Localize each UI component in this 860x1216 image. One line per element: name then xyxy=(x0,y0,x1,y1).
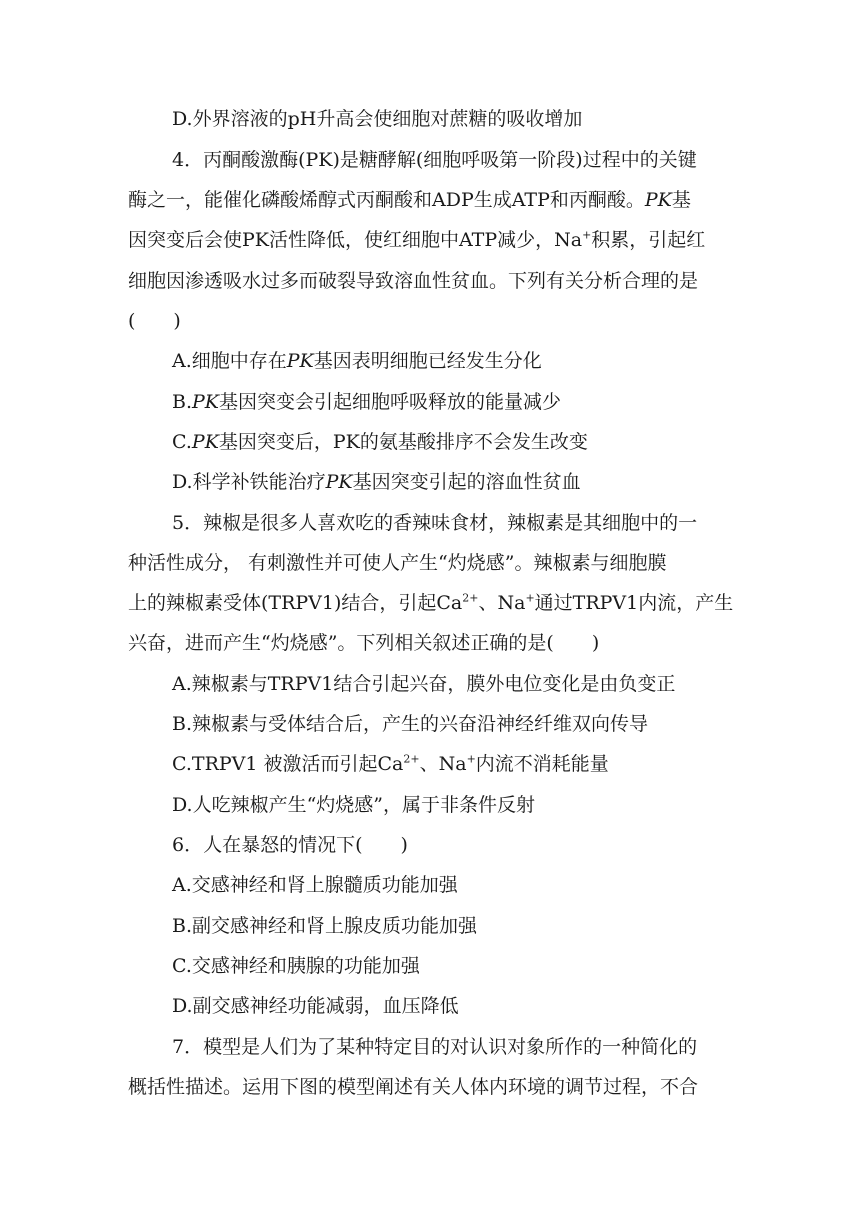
q4-option-c: C.PK基因突变后，PK的氨基酸排序不会发生改变 xyxy=(172,431,588,453)
q6-option-c: C.交感神经和胰腺的功能加强 xyxy=(172,955,420,977)
q4-stem-line-4: 细胞因渗透吸水过多而破裂导致溶血性贫血。下列有关分析合理的是 xyxy=(128,270,699,292)
q6-option-b: B.副交感神经和肾上腺皮质功能加强 xyxy=(172,915,478,937)
q5-option-b: B.辣椒素与受体结合后，产生的兴奋沿神经纤维双向传导 xyxy=(172,713,649,735)
q4-answer-bracket: ( ) xyxy=(128,310,181,332)
q5-stem-line-2: 种活性成分， 有刺激性并可使人产生“灼烧感”。辣椒素与细胞膜 xyxy=(128,552,667,574)
q4-option-a: A.细胞中存在PK基因表明细胞已经发生分化 xyxy=(172,350,542,372)
q4-stem-line-1: 4．丙酮酸激酶(PK)是糖酵解(细胞呼吸第一阶段)过程中的关键 xyxy=(172,149,697,171)
q5-option-a: A.辣椒素与TRPV1结合引起兴奋，膜外电位变化是由负变正 xyxy=(172,673,676,695)
q4-option-b: B.PK基因突变会引起细胞呼吸释放的能量减少 xyxy=(172,391,562,413)
q7-stem-line-2: 概括性描述。运用下图的模型阐述有关人体内环境的调节过程，不合 xyxy=(128,1076,699,1098)
q5-option-c: C.TRPV1 被激活而引起$Ca^{2+}$、Na+内流不消耗能量 xyxy=(172,752,609,775)
q6-option-d: D.副交感神经功能减弱，血压降低 xyxy=(172,995,459,1017)
q6-stem: 6．人在暴怒的情况下( ) xyxy=(172,834,408,856)
q5-stem-line-3: 上的辣椒素受体(TRPV1)结合，引起$Ca^{2+}$、Na+通过TRPV1内流，产生 xyxy=(128,591,734,614)
q3-option-d: D.外界溶液的pH升高会使细胞对蔗糖的吸收增加 xyxy=(172,108,583,130)
q4-stem-line-3: 因突变后会使PK活性降低，使红细胞中ATP减少，Na+积累，引起红 xyxy=(128,228,706,251)
q4-option-d: D.科学补铁能治疗PK基因突变引起的溶血性贫血 xyxy=(172,471,581,493)
q5-option-d: D.人吃辣椒产生“灼烧感”，属于非条件反射 xyxy=(172,794,536,816)
q7-stem-line-1: 7．模型是人们为了某种特定目的对认识对象所作的一种简化的 xyxy=(172,1036,698,1058)
q6-option-a: A.交感神经和肾上腺髓质功能加强 xyxy=(172,874,458,896)
q4-stem-line-2: 酶之一，能催化磷酸烯醇式丙酮酸和ADP生成ATP和丙酮酸。PK基 xyxy=(128,189,691,211)
q5-stem-line-4: 兴奋，进而产生“灼烧感”。下列相关叙述正确的是( ) xyxy=(128,632,600,654)
q5-stem-line-1: 5．辣椒是很多人喜欢吃的香辣味食材，辣椒素是其细胞中的一 xyxy=(172,512,698,534)
